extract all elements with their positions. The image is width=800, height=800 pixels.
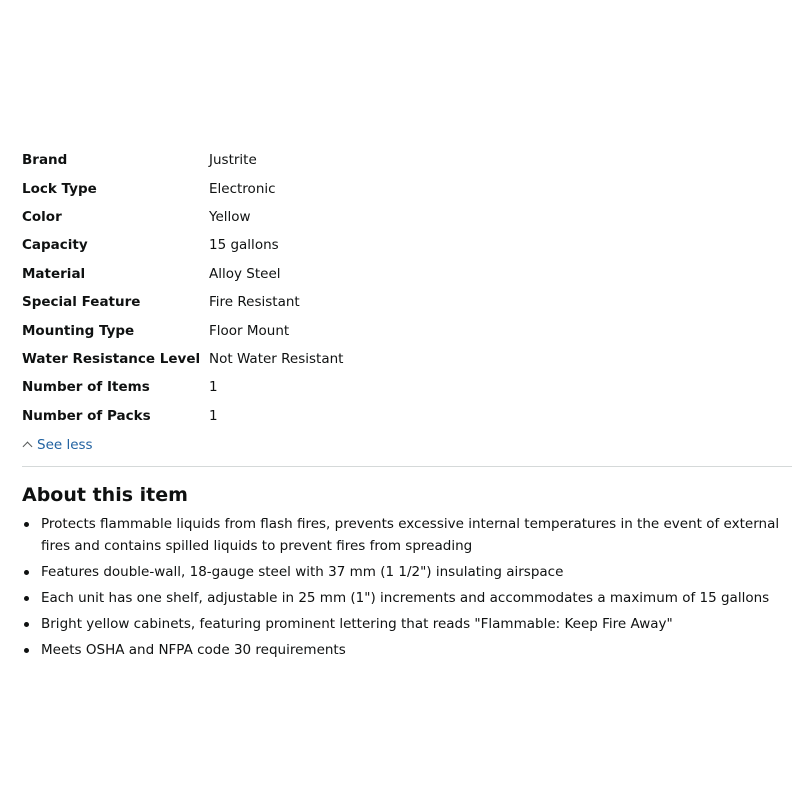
list-item: Protects flammable liquids from flash fires, prevents excessive internal temperatures in the event of external fires and contains spilled liquids to prevent fires from spreading — [22, 513, 797, 557]
spec-label: Lock Type — [22, 180, 97, 197]
specs-table — [22, 146, 343, 430]
spec-row-special-feature — [22, 288, 343, 316]
spec-row-capacity — [22, 231, 343, 259]
spec-row-lock-type — [22, 174, 343, 202]
spec-label: Mounting Type — [22, 322, 135, 339]
spec-row-material — [22, 260, 343, 288]
spec-label: Number of Items — [22, 379, 150, 396]
spec-value: Electronic — [209, 180, 276, 197]
spec-value: Alloy Steel — [209, 265, 281, 282]
spec-value: Fire Resistant — [209, 294, 300, 311]
spec-value: 1 — [209, 407, 218, 424]
product-details — [22, 146, 792, 665]
section-divider — [22, 466, 792, 467]
about-title: About this item — [22, 483, 188, 506]
spec-row-number-of-items — [22, 373, 343, 401]
spec-label: Capacity — [22, 237, 88, 254]
spec-label: Water Resistance Level — [22, 350, 201, 367]
spec-row-number-of-packs — [22, 402, 343, 430]
about-bullet-list — [22, 513, 797, 661]
spec-value: Not Water Resistant — [209, 350, 344, 367]
spec-label: Brand — [22, 152, 68, 169]
see-less-label: See less — [37, 436, 93, 453]
list-item: Each unit has one shelf, adjustable in 25 mm (1") increments and accommodates a maximum of 15 gallons — [22, 587, 797, 609]
spec-value: Yellow — [209, 208, 251, 225]
spec-label: Color — [22, 208, 62, 225]
see-less-link[interactable] — [22, 434, 93, 456]
list-item: Bright yellow cabinets, featuring prominent lettering that reads "Flammable: Keep Fire Away" — [22, 613, 797, 635]
spec-label: Special Feature — [22, 294, 141, 311]
list-item: Features double-wall, 18-gauge steel with 37 mm (1 1/2") insulating airspace — [22, 561, 797, 583]
spec-value: 15 gallons — [209, 237, 279, 254]
spec-row-water-resistance — [22, 345, 343, 373]
spec-label: Material — [22, 265, 86, 282]
spec-row-brand — [22, 146, 343, 174]
spec-value: 1 — [209, 379, 218, 396]
spec-label: Number of Packs — [22, 407, 151, 424]
chevron-up-icon — [23, 442, 33, 452]
spec-row-color — [22, 203, 343, 231]
spec-value: Floor Mount — [209, 322, 290, 339]
spec-row-mounting-type — [22, 316, 343, 344]
spec-value: Justrite — [209, 152, 257, 169]
list-item: Meets OSHA and NFPA code 30 requirements — [22, 639, 797, 661]
